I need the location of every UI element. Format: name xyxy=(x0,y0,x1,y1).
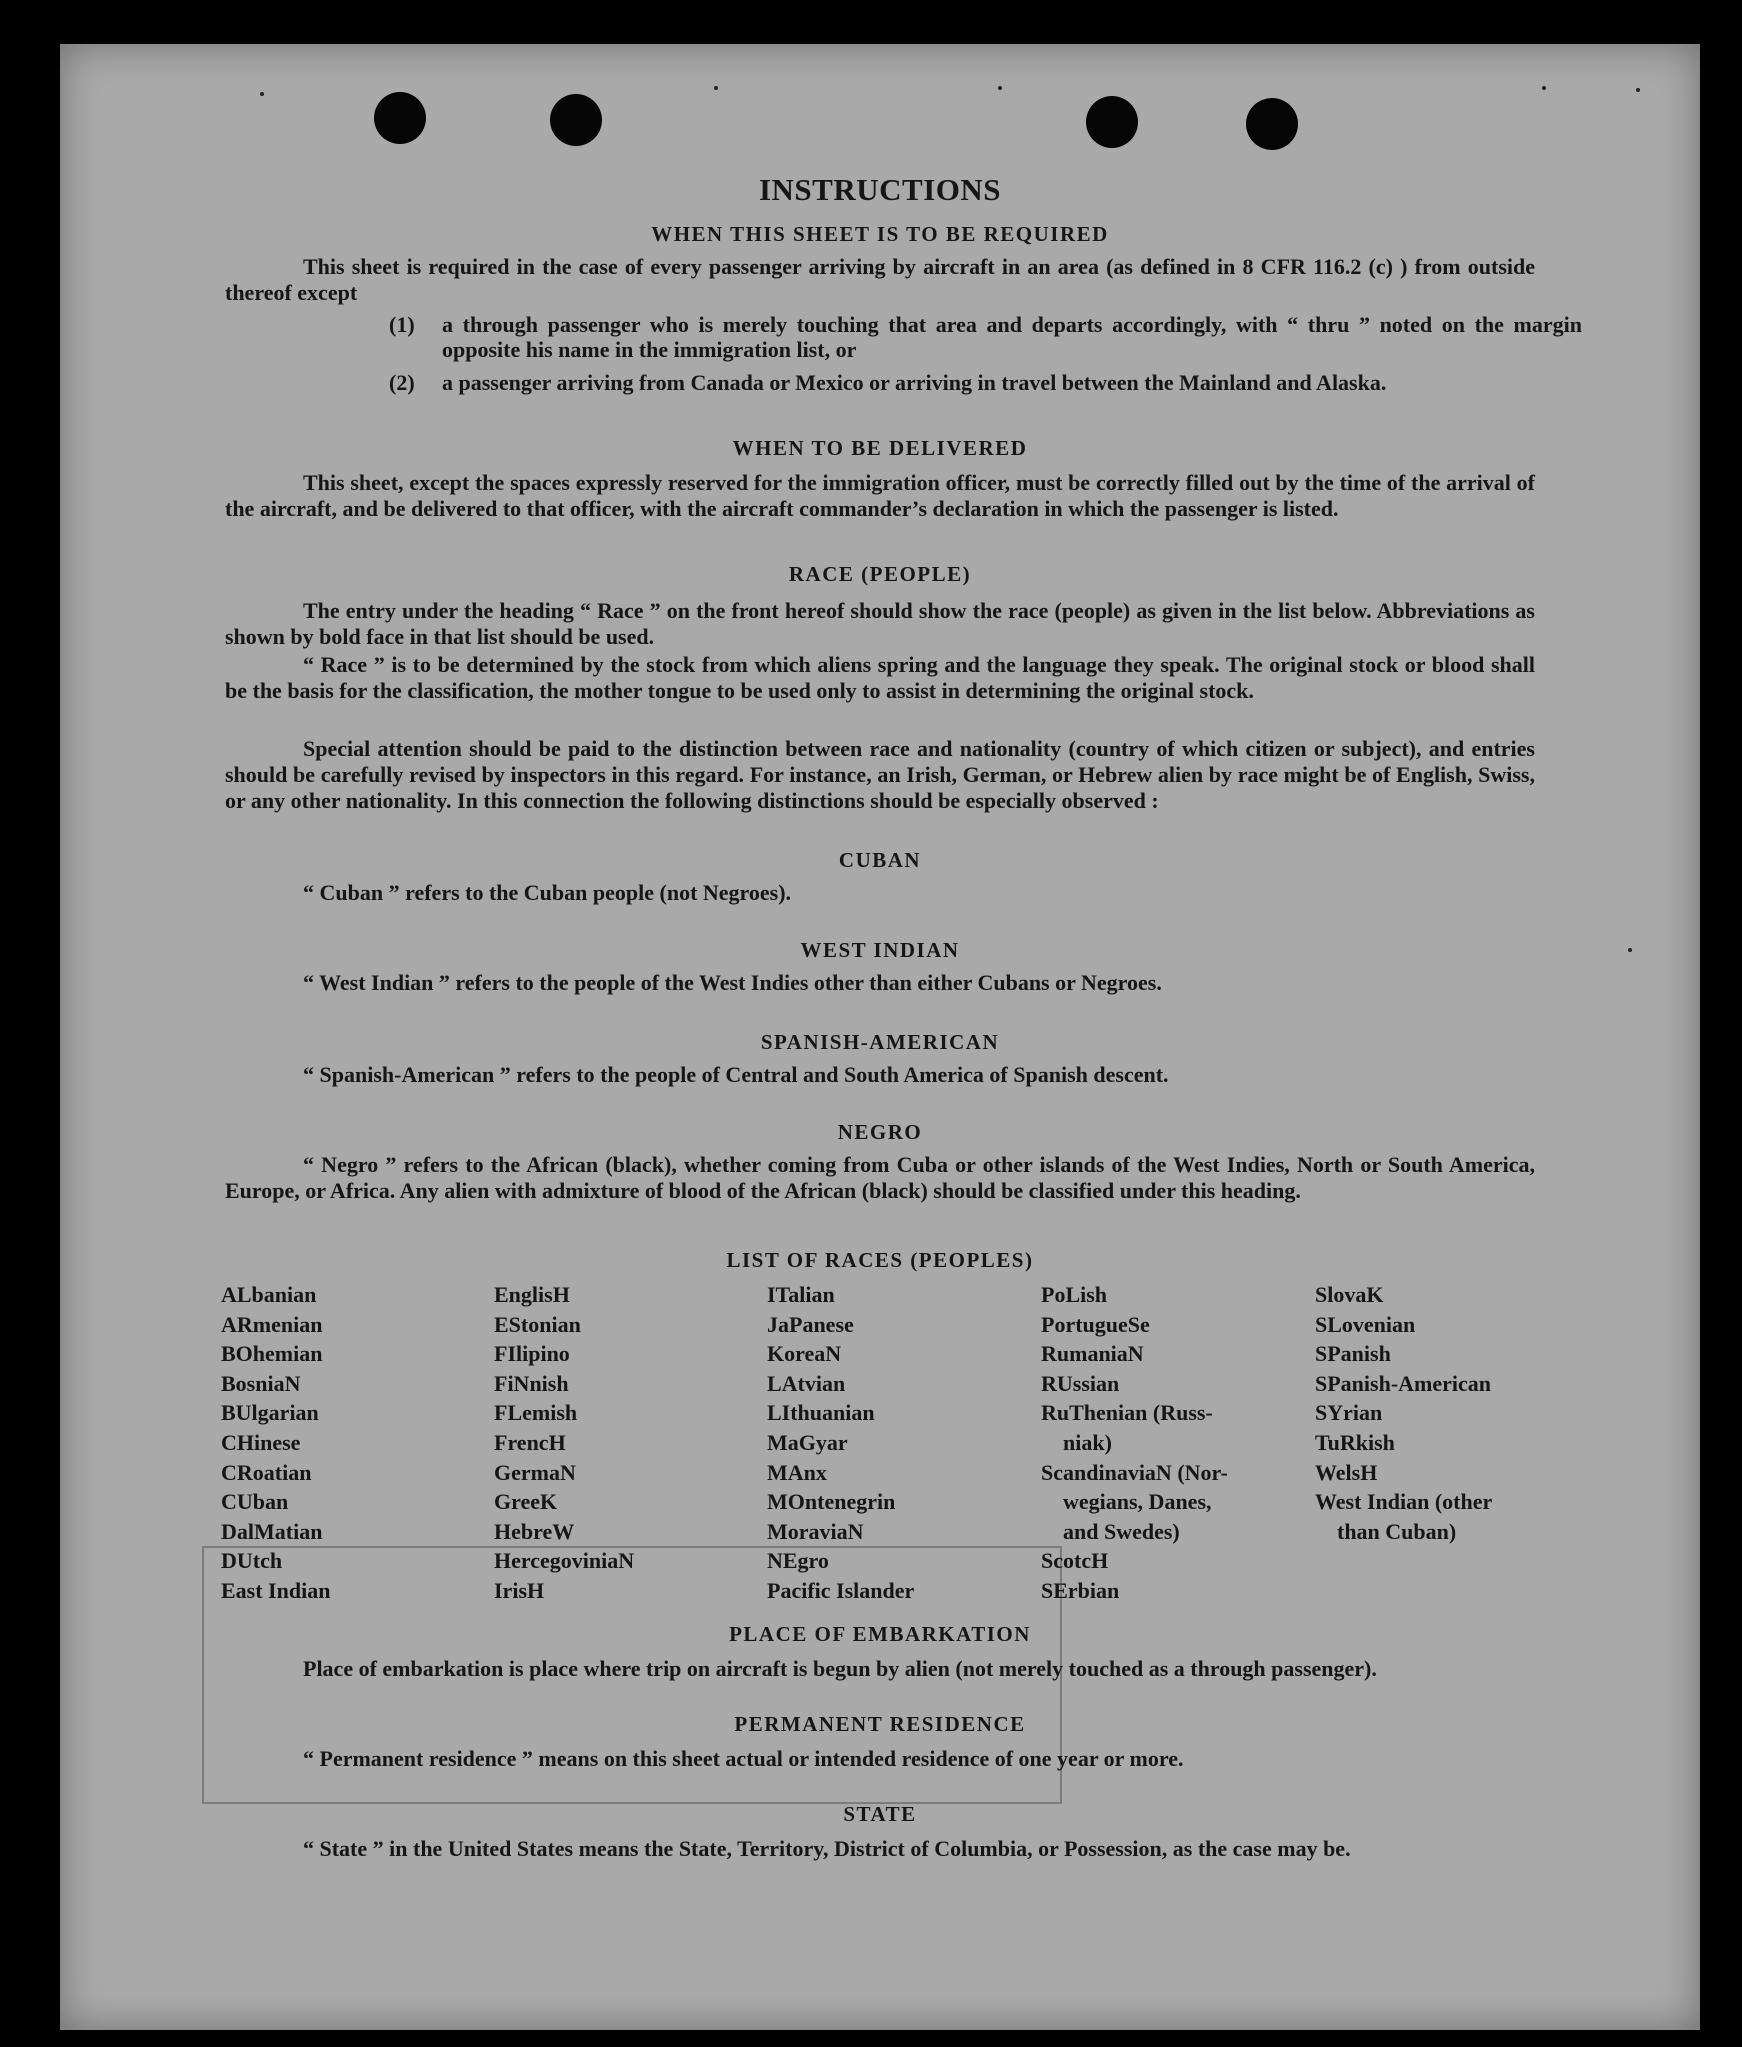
race-entry-continuation: than Cuban) xyxy=(1337,1518,1457,1544)
race-entry: WelsH xyxy=(1315,1459,1378,1485)
race-entry: SLovenian xyxy=(1315,1311,1416,1337)
race-entry: DUtch xyxy=(221,1548,283,1574)
race-entry: RuThenian (Russ- xyxy=(1041,1400,1213,1426)
race-entry: SErbian xyxy=(1041,1577,1120,1603)
race-column-1 xyxy=(221,1280,491,1606)
negro-text: “ Negro ” refers to the African (black), whether coming from Cuba or other islands of the West Indies, North or South America, Europe, or Africa. Any alien with admixture of blood of the African (black) should be classified under this heading. xyxy=(225,1152,1535,1203)
race-entry: SPanish xyxy=(1315,1341,1391,1367)
speck xyxy=(714,86,718,90)
race-entry: CHinese xyxy=(221,1429,301,1455)
race-entry: NEgro xyxy=(767,1548,829,1574)
race-entry: SPanish-American xyxy=(1315,1370,1491,1396)
when-delivered-text: This sheet, except the spaces expressly reserved for the immigration officer, must be correctly filled out by the time of the arrival of the aircraft, and be delivered to that officer, with the aircraft commander’s declaration in which the passenger is listed. xyxy=(225,470,1535,521)
race-entry: ScotcH xyxy=(1041,1548,1109,1574)
punch-hole xyxy=(550,94,602,146)
race-entry: KoreaN xyxy=(767,1341,842,1367)
race-entry: GreeK xyxy=(494,1489,558,1515)
race-entry: LIthuanian xyxy=(767,1400,875,1426)
heading-list-of-races: LIST OF RACES (PEOPLES) xyxy=(726,1248,1034,1272)
heading-race: RACE (PEOPLE) xyxy=(788,562,972,586)
race-entry: ARmenian xyxy=(221,1311,323,1337)
race-entry: BUlgarian xyxy=(221,1400,319,1426)
document-page xyxy=(60,44,1700,2030)
heading-west-indian: WEST INDIAN xyxy=(800,938,960,962)
heading-when-required: WHEN THIS SHEET IS TO BE REQUIRED xyxy=(651,222,1109,246)
state-text: “ State ” in the United States means the State, Territory, District of Columbia, or Possession, as the case may be. xyxy=(303,1836,1351,1861)
heading-cuban: CUBAN xyxy=(838,848,922,872)
race-entry: PoLish xyxy=(1041,1282,1108,1307)
race-entry: FIlipino xyxy=(494,1341,570,1367)
race-entry: TuRkish xyxy=(1315,1429,1395,1455)
race-entry: SlovaK xyxy=(1315,1282,1384,1307)
speck xyxy=(260,92,264,96)
race-entry: BOhemian xyxy=(221,1341,323,1367)
race-entry: PortugueSe xyxy=(1041,1311,1150,1337)
race-entry: EnglisH xyxy=(494,1282,570,1307)
exception-text: a through passenger who is merely touching that area and departs accordingly, with “ thru ” noted on the margin opposite his name in the immigration list, or xyxy=(442,312,1582,362)
race-entry: MOntenegrin xyxy=(767,1489,896,1515)
race-entry: IrisH xyxy=(494,1577,545,1603)
race-entry: LAtvian xyxy=(767,1370,846,1396)
race-paragraph-1: The entry under the heading “ Race ” on the front hereof should show the race (people) as given in the list below. Abbreviations as shown by bold face in that list should be used. xyxy=(225,598,1535,649)
race-entry: East Indian xyxy=(221,1577,331,1603)
race-entry: FrencH xyxy=(494,1429,566,1455)
heading-spanish-american: SPANISH-AMERICAN xyxy=(760,1030,1000,1054)
spanish-american-text: “ Spanish-American ” refers to the people of Central and South America of Spanish descent. xyxy=(303,1062,1169,1087)
permanent-residence-text: “ Permanent residence ” means on this sheet actual or intended residence of one year or more. xyxy=(303,1746,1184,1771)
race-entry: West Indian (other xyxy=(1315,1489,1493,1515)
heading-permanent-residence: PERMANENT RESIDENCE xyxy=(734,1712,1026,1736)
race-column-2 xyxy=(494,1280,764,1606)
race-paragraph-2: “ Race ” is to be determined by the stock from which aliens spring and the language they speak. The original stock or blood shall be the basis for the classification, the mother tongue to be used only to assist in determining the original stock. xyxy=(225,652,1535,703)
race-entry-continuation: wegians, Danes, xyxy=(1063,1489,1212,1515)
race-paragraph-3: Special attention should be paid to the distinction between race and nationality (country of which citizen or subject), and entries should be carefully revised by inspectors in this regard. For instance, an Irish, German, or Hebrew alien by race might be of English, Swiss, or any other nationality. In this connection the following distinctions should be especially observed : xyxy=(225,736,1535,813)
exception-number: (1) xyxy=(389,312,415,337)
race-entry: GermaN xyxy=(494,1459,576,1485)
race-entry: MoraviaN xyxy=(767,1518,864,1544)
race-column-3 xyxy=(767,1280,1037,1606)
race-entry: ScandinaviaN (Nor- xyxy=(1041,1459,1228,1485)
race-entry: SYrian xyxy=(1315,1400,1383,1426)
heading-negro: NEGRO xyxy=(837,1120,923,1144)
race-entry: RUssian xyxy=(1041,1370,1120,1396)
race-entry: ALbanian xyxy=(221,1282,317,1307)
speck xyxy=(1628,948,1632,952)
speck xyxy=(998,86,1002,90)
exception-number: (2) xyxy=(389,370,415,395)
race-column-5 xyxy=(1315,1280,1585,1546)
heading-place-of-embarkation: PLACE OF EMBARKATION xyxy=(729,1622,1031,1646)
race-column-4 xyxy=(1041,1280,1311,1606)
race-entry: FiNnish xyxy=(494,1370,569,1396)
race-entry: MaGyar xyxy=(767,1429,848,1455)
race-entry: ITalian xyxy=(767,1282,835,1307)
race-entry: Pacific Islander xyxy=(767,1577,915,1603)
punch-hole xyxy=(1086,96,1138,148)
race-entry: FLemish xyxy=(494,1400,578,1426)
race-entry: MAnx xyxy=(767,1459,827,1485)
race-entry: CUban xyxy=(221,1489,289,1515)
punch-hole xyxy=(374,92,426,144)
speck xyxy=(1636,88,1640,92)
race-entry: EStonian xyxy=(494,1311,581,1337)
punch-hole xyxy=(1246,98,1298,150)
place-of-embarkation-text: Place of embarkation is place where trip on aircraft is begun by alien (not merely touched as a through passenger). xyxy=(303,1656,1377,1681)
race-entry-continuation: and Swedes) xyxy=(1063,1518,1180,1544)
west-indian-text: “ West Indian ” refers to the people of the West Indies other than either Cubans or Negroes. xyxy=(303,970,1162,995)
race-entry: HebreW xyxy=(494,1518,575,1544)
race-entry-continuation: niak) xyxy=(1063,1429,1112,1455)
heading-when-delivered: WHEN TO BE DELIVERED xyxy=(732,436,1028,460)
race-entry: JaPanese xyxy=(767,1311,854,1337)
race-entry: RumaniaN xyxy=(1041,1341,1144,1367)
race-entry: BosniaN xyxy=(221,1370,301,1396)
when-required-intro: This sheet is required in the case of every passenger arriving by aircraft in an area (as defined in 8 CFR 116.2 (c) ) from outside thereof except xyxy=(225,254,1535,305)
race-entry: DalMatian xyxy=(221,1518,323,1544)
speck xyxy=(1542,86,1546,90)
heading-state: STATE xyxy=(843,1802,917,1826)
page-title: INSTRUCTIONS xyxy=(758,172,1001,207)
race-entry: CRoatian xyxy=(221,1459,312,1485)
exception-text: a passenger arriving from Canada or Mexico or arriving in travel between the Mainland and Alaska. xyxy=(442,370,1387,395)
cuban-text: “ Cuban ” refers to the Cuban people (not Negroes). xyxy=(303,880,792,905)
race-entry: HercegoviniaN xyxy=(494,1548,635,1574)
